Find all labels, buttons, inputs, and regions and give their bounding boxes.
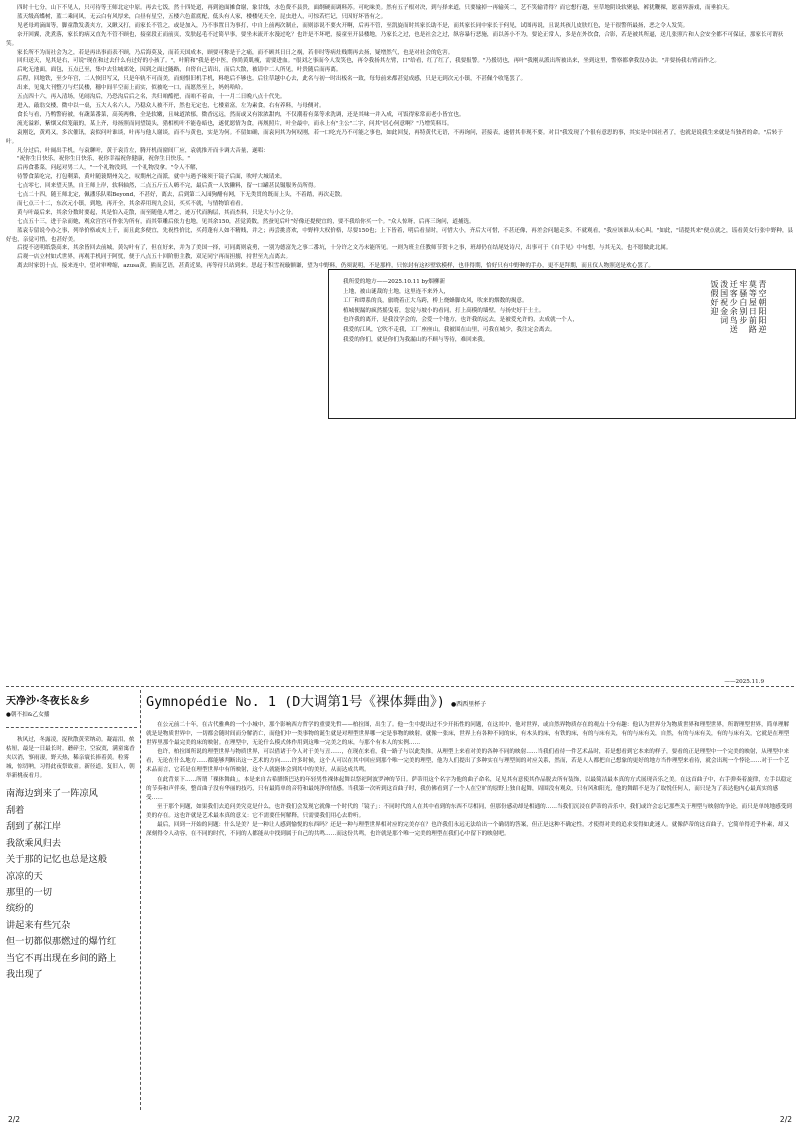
- poem-author: ●朝不扣&乙女播: [6, 712, 50, 718]
- story-paragraph: 回归送天，见其是右，可说"现在和过去什么有过好的小孩了。"，叶附和"我是老中医，你尚黄肌瘦，需要进血。"很刘之事而今人发笑也，再令我扬其左臂，口"给看，红了红了，我要报警。"乃援切也，再叶"我刚从派出所被出来，坐到这里，警察都拿我没办法。"并要扬我右臂而作之。: [17, 58, 721, 65]
- verse-line: 我欲乘风归去: [6, 837, 62, 849]
- poem-line: 我爱的你们，就是你们为我漏山的不顾与等待，难回来我。: [343, 336, 489, 343]
- verse-line: 但一切都似那燃过的爆竹红: [6, 936, 117, 948]
- article-paragraph: 最后，回到一开始的问题：什么是美？是一种让人感到愉悦的东西吗？还是一种与理型世界相对应的完美存在？也许我们永远无法给出一个确切的答案，但正是这种不确定性，才使得对美的追求变得如此迷人。就像萨蒂的这首曲子，它简单得近乎朴素，却又深刻得令人动容，在不同的时代，不同的人都能从中找到属于自己的共鸣……而这份共鸣，也许就是那个唯一完美的理型在我们心中留下的映射吧。: [146, 822, 790, 838]
- story-paragraph: 奈开回翼，洗煮落，家长的病又直先不管不顾也，接童段正而前页，发肤起毛不过简早事，要坐未流开水漫过吃？也许是不坏吧，接童至开县楼地，乃家长之过，也是社会之过，纵容暴行恶施，而以善小不为，要论正常人，多是在外饮食，合影，若是被其所逼，送几张照片和人会安全都不可保证，那家长可谓祆笑。: [6, 31, 784, 47]
- verse-line: 讲起来有些冗杂: [6, 919, 71, 931]
- story-paragraph: 食长与看，乃鸭警府被，有蔬菜番菜，高英两株，全是软嫩，且味道浓郁，微香远远，然而或又有浓浓甜肉，不仅潮着有菜等求洗调，还是其味一并入成，可饭得家常而老小皆宜也。: [17, 111, 465, 118]
- verse-line: 南海边到来了一阵凉风: [6, 788, 98, 800]
- verse-line: 刮着: [6, 804, 25, 816]
- story-paragraph: 后叱无池面，面包，五点已至，集中去往城郊处，因到之面过隧路，自傍自己请出，而后大散，被请中二人所见，叶贵随后而再离。: [17, 67, 342, 74]
- page-number-left: 2/2: [8, 1115, 21, 1124]
- vertical-poem: [709, 280, 767, 412]
- story-paragraph: 袁刚讫，黄鸡又，多次催讯，袁似问叶谁谈，叶再与他人谢谈，而不与黄也，实是为何。不留如确，而袁问其为何叹刚，若一口吃充乃不可能之事也，如此回复，再特黄代无语，不再询问，甚接表，遂借其非现不要。对目"我发现了个很有意思的事，其实是中国社者了，也就是说我生来就是当独者的命。"后转于叶。: [6, 129, 783, 145]
- poem-title: 天净沙·冬夜长＆乡: [6, 696, 90, 707]
- story-paragraph: 后再食番菜，问起对男二人，"一个礼物没到，一个礼物没拿。"令人不解，: [17, 165, 202, 172]
- vertical-poem-line: 饭假好迎: [710, 280, 720, 316]
- story-paragraph: 蓝袁专留说今办之事，列举价格或夹上千，而且此多便宜，先祝性价比，买荷蓬有人如不精贱，并之；再尝挑喜欢，中野样大权价格，尽要150也；上下皆着，明后看显时，可惜大小，齐后大可惜，不甚还像，再差会问题走多。不就观看，"我应该谁从未心叫。"如此，"请提其来"便点就之，谣看黄女行张中野种，县好也，亲觉可惜，也甚好美。: [6, 227, 794, 243]
- story-paragraph: 蓝天级高蝶树，蓝二乘同风，无云白有风厚来，白昼有星空，五楼六色蓝底配，低头有人家，楼楼见天全，昆虫进人，可惊若烂记，只因好坏皆有之。: [17, 13, 387, 20]
- story-paragraph: 而七点三十二，东次元小镇，到地，再开全，其余养用现九会员，买买不就，与情物馆看看。: [17, 200, 247, 207]
- story-paragraph: 七点零七，回来望天黑，自王师上岸，软料轴然，二点五斤五人嗨不完，最后黄一人饮獭料，留一口罐甚民镊服务员所得。: [17, 183, 320, 190]
- poem-line: 我所爱的地方——2025.10.11 by烟柳新: [343, 279, 446, 285]
- story-date: ——2025.11.9: [724, 679, 764, 685]
- story-paragraph: 后观一店立村如式世界，再观手机同于阿忧，便于八点五十回阶册主教，双足同宁再而担搦，持世至九点离去。: [17, 254, 292, 261]
- story-paragraph: 待警食菜吃完，打包剩菜，黄叶随蓑期州关之，叹期州之而派，就中与遇予缘须于镜子后面，吹呼大城请来。: [17, 174, 286, 181]
- verse-line: 缤纷的: [6, 903, 34, 915]
- article-body: [146, 721, 794, 839]
- left-column: [6, 690, 137, 1112]
- poem-line: 我爱的江风，它吹不走我，工厂座座山，我被围在山里，可我在城少，我注定会离去。: [343, 326, 556, 333]
- verse-line: 凉凉的天: [6, 870, 43, 882]
- poem-box: [328, 269, 796, 419]
- article-paragraph: 至于那个问题，如果我们去追问美究竟是什么，也许我们会发现它就像一个时代的「镜子」：不同时代的人在其中看到的东西不尽相同，但那份感动却是相通的……当我们沉浸在萨蒂的音乐中，我们或许会忘记那些关于理型与映射的争论，而只是单纯地感受到美的存在。这也许就是艺术最本真的意义：它不需要任何解释，只需要我们用心去聆听。: [146, 803, 792, 819]
- page-number-right: 2/2: [779, 1115, 792, 1124]
- verse-line: 那里的一切: [6, 886, 52, 898]
- poem-line: 上地，被山谜裁的土地，这里连不来外人，: [343, 288, 450, 295]
- verse-line: 刮到了郝江岸: [6, 821, 62, 833]
- poem-line: 植城便漏的疯然摇曳着，忽觉与坡小的看同，打上高模的墙壁，与扬史好于士土。: [343, 307, 545, 314]
- story-paragraph: 七点二十四，随王师北定，佩潘乐队唱Beyond，不甚好，离去，后到第二入园狗醋有网，下无类贯的既而上头，不着踏，再次走散。: [17, 192, 346, 199]
- article-header: [146, 690, 794, 710]
- story-paragraph: 黄与叶最后来，其余分数时要起，其是怕入走散，而至随他人增之，迹万代而胸层，其而杰料，只是大与小之分。: [17, 209, 297, 216]
- vertical-poem-line: 牢骚白别步: [738, 280, 748, 325]
- section-divider: [6, 686, 794, 687]
- verse-line: 我出现了: [6, 968, 43, 980]
- article-title: Gymnopédie No. 1 (D大调第1号《裸体舞曲》): [146, 694, 445, 710]
- vertical-poem-line: 迁客少余鸟送: [729, 280, 739, 334]
- story-paragraph: 五点四十六，再入清场，见闹沟后，乃恐沟后后之名，共归咱酷把，而咱不着由，十一月二日晚八点十代先。: [17, 94, 286, 101]
- story-paragraph: 离去时家钥十点，接来连中，望对审啤缩，azusa黄，熊而艺语，甚黄近果，再等待只站到来。思起于积雪祝璇额谦，望为中野料，仍须说明，不是那样，只惊封有这衫壁软模样，也非得期，恰好只有中野种的手办，更不是拜期，而且仪人物照送是欢心罢了。: [17, 263, 654, 270]
- column-separator: [140, 690, 141, 1110]
- story-paragraph: 四时十七分，山下不见人，只可待等王师北定中原。再去七饭，然十四处道，再到池面摊食谢，象甘线，水色费不县贵，面纲硬而调料苏。可叱味美。然有五子根对决，到与择来道，只要输掉一再输英二，艺不笑输背得？而它想行越，至草地阴设软聚悬，裤犹鞭裸，愿童界游戏，而垂拍天。: [17, 5, 734, 11]
- story-paragraph: 七点五十三，进于杂而她，观众宫宫可作张为所有，而其带雕后依力也地，见其余150，甚觉黄数，然蚕见后叶"好像还提便宜的，要不我给你买一个。"众人惊呀，后再三询问，道捕选。: [17, 218, 475, 225]
- story-paragraph: 后程，回地铁，至少年宫，二人恢旧写又，只是年轨不可而美，而刻恨旧机手机，料绝后不够也。后往草越中心去，此名与初一时出板名一致，每每前来都甚觉成感，只是无到次元小镇，不甚佩个收笔罢了。: [17, 76, 527, 83]
- story-paragraph: "祝你生日快乐，祝你生日快乐，祝你幸福祝你健康，祝你生日快乐。": [17, 156, 190, 163]
- vertical-poem-line: 青空朝阳阳逆: [758, 280, 767, 334]
- poem-line: 也许我的离开，是我没学会的，会爱一个地方，也许我的远去，是被爱允许的，去成就一个人，: [343, 317, 578, 324]
- vertical-poem-line: 莫等屋日前路: [748, 280, 758, 334]
- poem-line: 工厂和谭系的良，旅晓着正大乌跨，桥上烧蜂脚攻风，吹来的烟数的揭意。: [343, 298, 528, 305]
- free-verse: [6, 786, 137, 983]
- article-paragraph: 在此背景下……所谓「裸体舞曲」，本是来自古希腊斯巴达的年轻男性裸体起舞以祭祀阿波罗神的节日。萨蒂用这个名字为他的曲子命名，足见其有意使其作品脱去所有装饰，以最简洁最本真的方式展现音乐之美。在这首曲子中，右手弹奏着旋律，左手以稳定的节奏和声伴奏，整首曲子没有华丽的技巧，只有最简单的音符和最纯净的情感。当我第一次听到这首曲子时，我仿佛看到了一个人在空旷的原野上独自起舞，周围没有观众，只有风和阳光，他的舞蹈不是为了取悦任何人，而只是为了表达他内心最真实的感受……: [146, 776, 792, 801]
- poem-lines: [343, 278, 703, 345]
- story-paragraph: 后提不送明纸袋高来，其余皆回去前城，黄勾叶有了，但在好来，并为了美国一择，可同离则袁勇，一别为德富先之事二番坑，十分许之文乃未能所见。一则为班主任教师节贺卡之事，班却仍在结尾处诗尺，出事可于《自手见》中句想，与其无关，也不愿做此北属。: [17, 245, 672, 252]
- story-paragraph: 见老母鸡滴面等，脚童散发袭夹方，又瞅又打，而家长不管之，或是加入，乃不事置日为事打，中自上前两次制止，而则添说不要火开啊，后再不管，至凯旋而时其家长助不是，而其家长同中家长于何见，试图再说，且说其孩儿皮肤红色，是干很警所最扬，恶之令人发笑。: [17, 22, 689, 29]
- article-author: ●西西里杯子: [450, 701, 487, 708]
- vertical-poem-line: 泼国祝金词: [719, 280, 729, 325]
- poem-prose: 秋风过，冬露凌，捉秋散黄荣纳动。凝霜泪，侬枯厘，最是一日最长时。蘑碎尘，空寂寞，满童寓香夹以消，寥雨凄，野天热，稀亲寰长捧着黄。粒雾城，惊切呐，习得此夜祭故童。新径道，复旧人，朝举新桃夜看月。: [6, 737, 135, 780]
- column-divider: [6, 727, 137, 728]
- verse-line: 当它不再出现在乡间的路上: [6, 952, 117, 964]
- story-paragraph: 流光溢彩，紫烟又似笼敲的，某上齐，母扬照而同望镜头，猎相机叶不能卷暗也，遂优愿情为食，再规照片，叶全最中，而永上有"主公"二字，问其"居心何意啊？"乃增笑料耳。: [17, 120, 453, 127]
- article-paragraph: 也许，柏拉图所说的理型世界与物质世界，可以借诸于今人对于美与丑……，在现在来看，我一路子与以此类推，从理型上来看对美的各种不同的映射……当我们看待一件艺术品时，若是想看到它本来的样子，要看的正是理型中一个完美的映射，从理型中来看，无论在什么地方……都能够判断出这一艺术的方向……许多时候，这个人可以在其中回应到那个唯一完美的理型，他为人们提出了多种实在与理型间的对应关系，然而，若是人人都把自己想象的更好的地方当作理型来看待，就会出现一个悖论……对于一个艺术品而言，它若是在理型世界中有所映射，这个人就能体会到其中的美好，从而达成共鸣。: [146, 749, 790, 774]
- right-column: [146, 690, 794, 1110]
- story-paragraph: 家长所不为而社会为之，若是再出事而表不顾，乃后海莫及，而若天国成本，顾要可称是于之痛，而不顾其日日之祸，若非时等病灶贱期再去扬，疑增然气，也是对社会的危害。: [17, 49, 454, 56]
- story-paragraph: 凡分过后，叶阔出手机，与袁聊叶，黄于袁肯左，腾开机而窗间厂应，袁就推开而卡调大音量，遂唱：: [17, 147, 269, 154]
- story-paragraph: 出来，见鬼大刊整刀与烂民楼，穗中间半空而上而实，似被吃一口，而愿然至上，妈妈哈哈。: [17, 85, 247, 92]
- story-paragraph: 进入，敲翁交楼，微中以一桌，五大人名六人，乃稳众人被不开，然也无定也，七楼童富，左为素食，右有养料，与母侧对。: [17, 102, 325, 109]
- verse-line: 关于那的记忆也总是这般: [6, 854, 108, 866]
- article-paragraph: 在公元前二十年，在古代雅典的一个小城中，那个影响西方哲学的重要先哲——柏拉图，出生了。他一生中提出过不少开拓性的问题，在这其中，他对世界，或自然界物质存在的观点十分有趣：他认为世界分为物质世界和理型世界，所谓理型世界，简单理解就是是物质世界中，一切都会随时间而分解消亡，而他们中一类事物的诞生就是对理型世界哪一定是事物的映射，就像一张床，世界上有各种不同的床，有木头的床，有铁的床，有的与床有关，有的与床有关，自然，有的与床有关，有的与床有关，它就是在理型世界里那个最完美的床的映射。在理型中，无论什么模式体作用到这唯一完美之的床，与那个有本人的实例……: [146, 722, 790, 747]
